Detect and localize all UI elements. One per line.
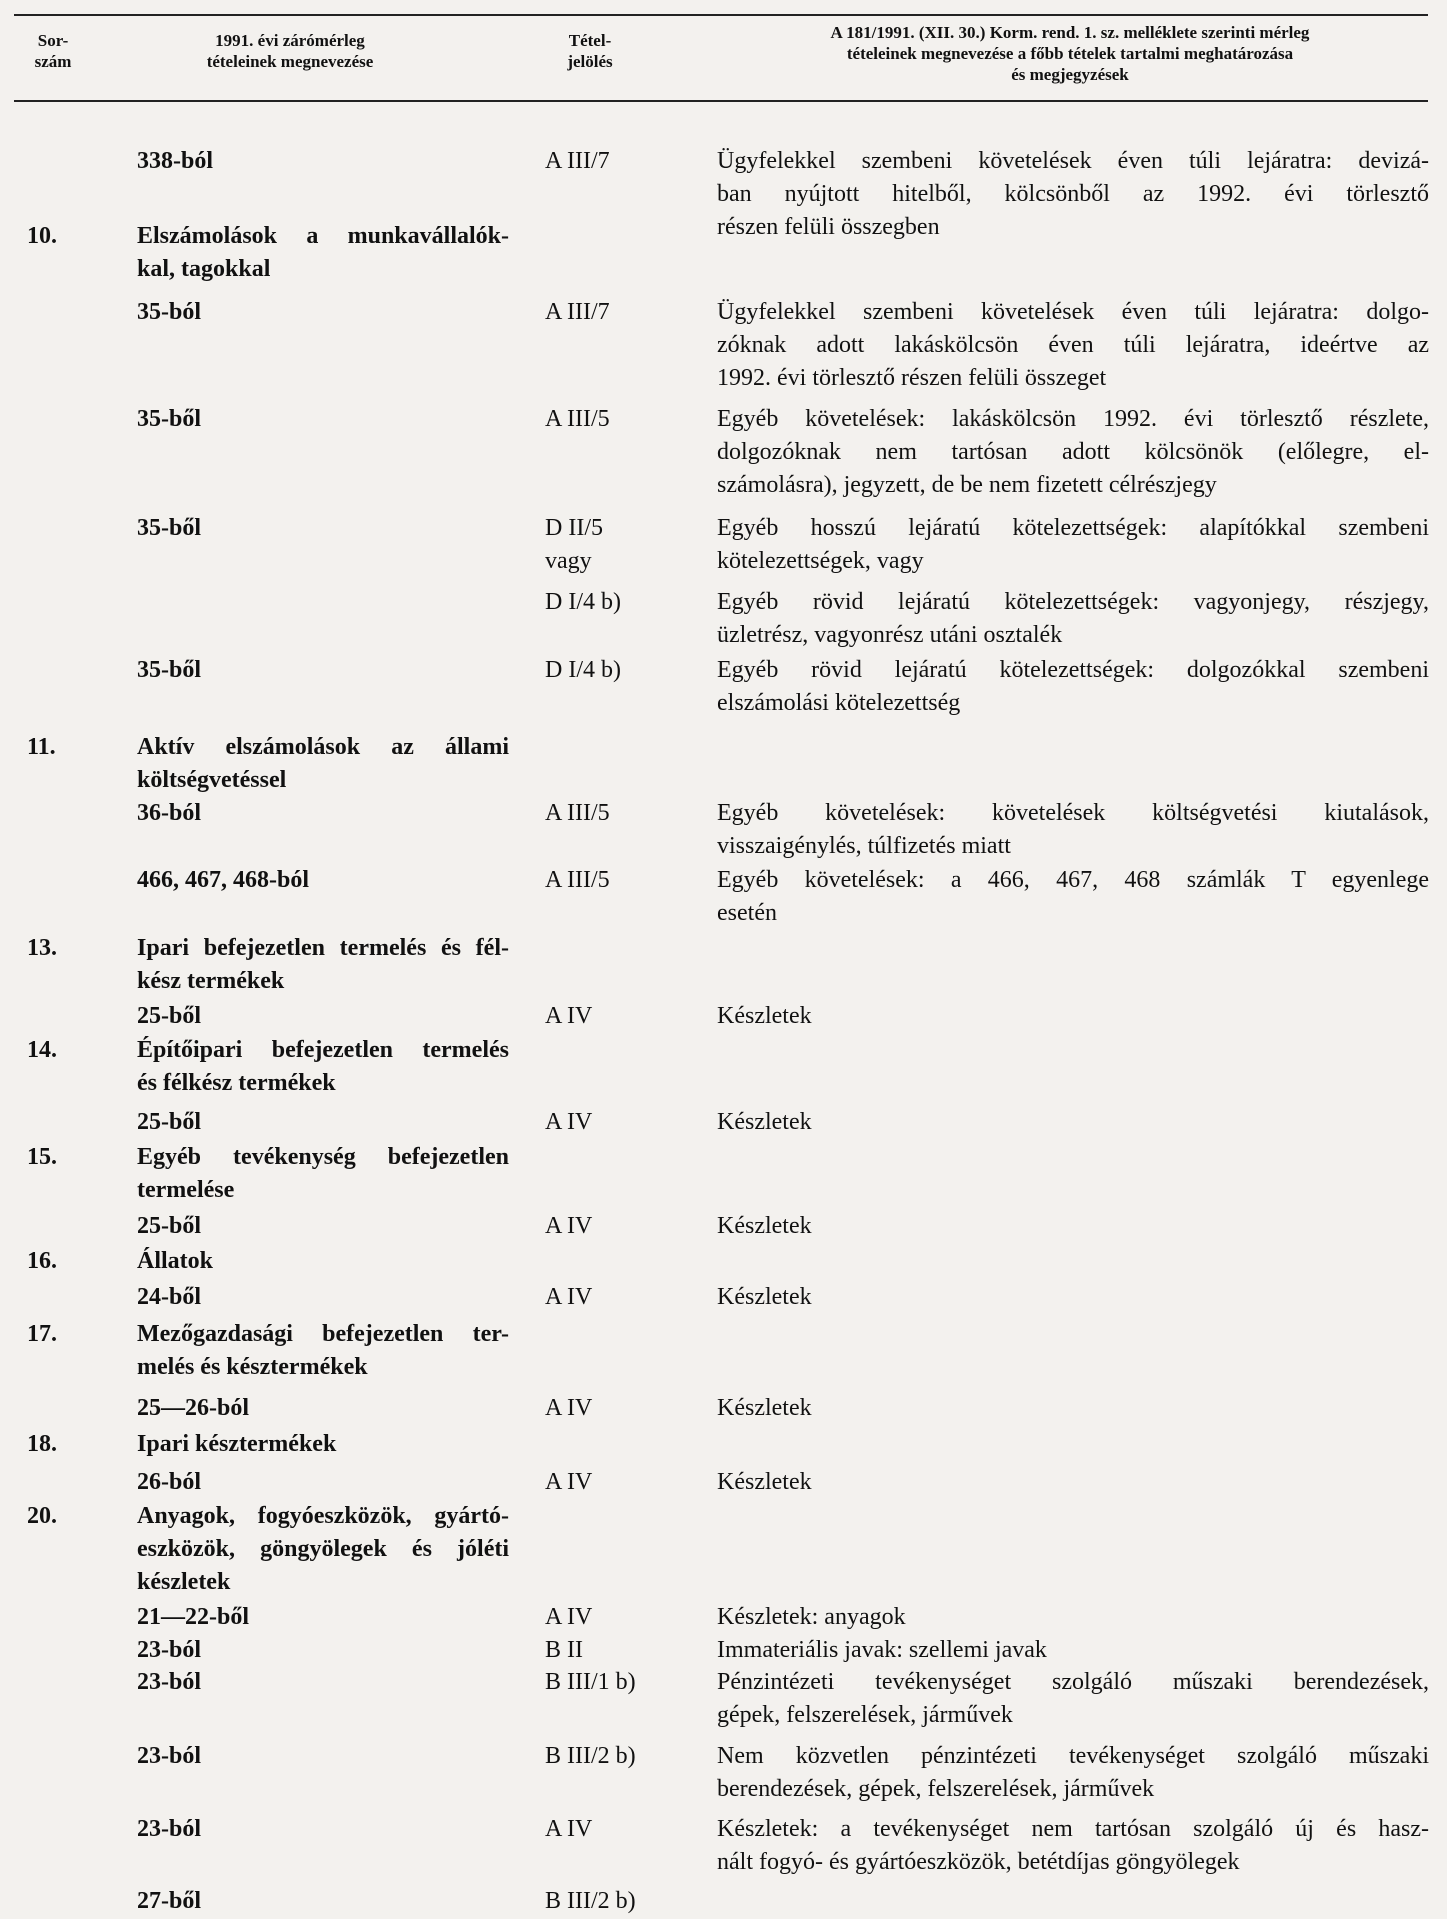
name-line: termelése bbox=[137, 1177, 235, 1203]
name-line: költségvetéssel bbox=[137, 767, 287, 793]
header-name-line2: tételeinek megnevezése bbox=[206, 52, 374, 71]
item-title bbox=[137, 731, 509, 797]
header-desc-line3: és megjegyzések bbox=[1011, 65, 1129, 84]
description-line: Egyéb rövid lejáratú kötelezettségek: dolgozókkal szembeni bbox=[717, 657, 1429, 683]
header-col-name bbox=[150, 30, 430, 72]
name-line: 36-ból bbox=[137, 800, 202, 826]
code-line: A III/7 bbox=[545, 299, 610, 325]
item-account-ref bbox=[137, 654, 509, 687]
item-code bbox=[545, 296, 715, 329]
item-description bbox=[717, 586, 1429, 652]
description-line: nált fogyó- és gyártóeszközök, betétdíjas göngyölegek bbox=[717, 1849, 1240, 1875]
item-account-ref bbox=[137, 1392, 509, 1425]
row-number: 17. bbox=[27, 1321, 57, 1347]
name-line: 35-ból bbox=[137, 299, 202, 325]
row-number: 11. bbox=[27, 734, 56, 760]
name-line: 27-ből bbox=[137, 1888, 202, 1914]
code-line: A III/5 bbox=[545, 800, 610, 826]
name-line: eszközök, göngyölegek és jóléti bbox=[137, 1536, 509, 1562]
header-desc-line1: A 181/1991. (XII. 30.) Korm. rend. 1. sz. melléklete szerinti mérleg bbox=[830, 23, 1310, 42]
description-line: zóknak adott lakáskölcsön éven túli lejáratra, ideértve az bbox=[717, 332, 1429, 358]
item-description bbox=[717, 1666, 1429, 1732]
row-number: 10. bbox=[27, 223, 57, 249]
header-name-line1: 1991. évi zárómérleg bbox=[215, 31, 365, 50]
row-number: 14. bbox=[27, 1037, 57, 1063]
item-description bbox=[717, 1392, 1429, 1425]
item-code bbox=[545, 1281, 715, 1314]
code-line: A IV bbox=[545, 1395, 593, 1421]
row-number: 15. bbox=[27, 1144, 57, 1170]
item-code bbox=[545, 654, 715, 687]
code-line: vagy bbox=[545, 548, 592, 574]
code-line: B II bbox=[545, 1637, 583, 1663]
item-title bbox=[137, 932, 509, 998]
description-line: Készletek: a tevékenységet nem tartósan szolgáló új és hasz- bbox=[717, 1816, 1429, 1842]
item-account-ref bbox=[137, 403, 509, 436]
description-line: ban nyújtott hitelből, kölcsönből az 1992. évi törlesztő bbox=[717, 181, 1429, 207]
item-code bbox=[545, 1813, 715, 1846]
item-account-ref bbox=[137, 1813, 509, 1846]
name-line: 24-ből bbox=[137, 1284, 202, 1310]
description-line: Készletek bbox=[717, 1003, 812, 1029]
item-code bbox=[545, 864, 715, 897]
item-account-ref bbox=[137, 145, 509, 178]
name-line: 23-ból bbox=[137, 1743, 202, 1769]
header-col-desc bbox=[740, 22, 1400, 85]
description-line: Egyéb követelések: lakáskölcsön 1992. évi törlesztő részlete, bbox=[717, 406, 1429, 432]
description-line: visszaigénylés, túlfizetés miatt bbox=[717, 833, 1011, 859]
description-line: Készletek bbox=[717, 1469, 812, 1495]
item-account-ref bbox=[137, 797, 509, 830]
code-line: A IV bbox=[545, 1284, 593, 1310]
code-line: A IV bbox=[545, 1003, 593, 1029]
top-rule bbox=[14, 14, 1428, 16]
name-line: 25—26-ból bbox=[137, 1395, 250, 1421]
item-code bbox=[545, 512, 715, 578]
description-line: számolásra), jegyzett, de be nem fizetett célrészjegy bbox=[717, 472, 1217, 498]
name-line: Ipari késztermékek bbox=[137, 1431, 337, 1457]
name-line: 35-ből bbox=[137, 406, 202, 432]
code-line: B III/2 b) bbox=[545, 1743, 636, 1769]
item-description bbox=[717, 1210, 1429, 1243]
description-line: Ügyfelekkel szembeni követelések éven túli lejáratra: dolgo- bbox=[717, 299, 1429, 325]
header-rule bbox=[14, 100, 1428, 102]
description-line: üzletrész, vagyonrész utáni osztalék bbox=[717, 622, 1063, 648]
item-description bbox=[717, 1106, 1429, 1139]
name-line: Állatok bbox=[137, 1248, 214, 1274]
name-line: kal, tagokkal bbox=[137, 256, 271, 282]
item-code bbox=[545, 1392, 715, 1425]
description-line: elszámolási kötelezettség bbox=[717, 690, 961, 716]
item-account-ref bbox=[137, 512, 509, 545]
name-line: 23-ból bbox=[137, 1816, 202, 1842]
item-code bbox=[545, 403, 715, 436]
item-description bbox=[717, 1740, 1429, 1806]
header-col-code bbox=[535, 30, 645, 72]
name-line: Anyagok, fogyóeszközök, gyártó- bbox=[137, 1503, 509, 1529]
name-line: Aktív elszámolások az állami bbox=[137, 734, 509, 760]
item-description bbox=[717, 1601, 1429, 1634]
description-line: Készletek bbox=[717, 1213, 812, 1239]
name-line: 26-ból bbox=[137, 1469, 202, 1495]
description-line: Egyéb rövid lejáratú kötelezettségek: vagyonjegy, részjegy, bbox=[717, 589, 1429, 615]
row-number: 20. bbox=[27, 1503, 57, 1529]
name-line: Ipari befejezetlen termelés és fél- bbox=[137, 935, 509, 961]
item-account-ref bbox=[137, 1601, 509, 1634]
item-description bbox=[717, 1281, 1429, 1314]
item-account-ref bbox=[137, 1106, 509, 1139]
item-account-ref bbox=[137, 864, 509, 897]
description-line: Készletek bbox=[717, 1395, 812, 1421]
item-description bbox=[717, 1466, 1429, 1499]
item-account-ref bbox=[137, 1000, 509, 1033]
header-num-line1: Sor- bbox=[37, 31, 69, 50]
name-line: 35-ből bbox=[137, 515, 202, 541]
description-line: gépek, felszerelések, járművek bbox=[717, 1702, 1013, 1728]
item-code bbox=[545, 1000, 715, 1033]
name-line: 466, 467, 468-ból bbox=[137, 867, 310, 893]
item-code bbox=[545, 1106, 715, 1139]
item-description bbox=[717, 296, 1429, 395]
item-description bbox=[717, 1813, 1429, 1879]
code-line: A IV bbox=[545, 1109, 593, 1135]
code-line: A IV bbox=[545, 1816, 593, 1842]
name-line: Egyéb tevékenység befejezetlen bbox=[137, 1144, 509, 1170]
description-line: esetén bbox=[717, 900, 777, 926]
description-line: Egyéb hosszú lejáratú kötelezettségek: alapítókkal szembeni bbox=[717, 515, 1429, 541]
item-code bbox=[545, 1740, 715, 1773]
item-account-ref bbox=[137, 1885, 509, 1918]
name-line: Építőipari befejezetlen termelés bbox=[137, 1037, 509, 1063]
name-line: 25-ből bbox=[137, 1109, 202, 1135]
item-title bbox=[137, 1500, 509, 1599]
code-line: A IV bbox=[545, 1604, 593, 1630]
code-line: A III/5 bbox=[545, 406, 610, 432]
item-title bbox=[137, 220, 509, 286]
name-line: 23-ból bbox=[137, 1669, 202, 1695]
item-description bbox=[717, 1000, 1429, 1033]
item-title bbox=[137, 1428, 509, 1461]
item-code bbox=[545, 797, 715, 830]
description-line: berendezések, gépek, felszerelések, járművek bbox=[717, 1776, 1155, 1802]
item-code bbox=[545, 1466, 715, 1499]
name-line: 21—22-ből bbox=[137, 1604, 250, 1630]
item-title bbox=[137, 1318, 509, 1384]
name-line: 35-ből bbox=[137, 657, 202, 683]
name-line: 25-ből bbox=[137, 1003, 202, 1029]
item-code bbox=[545, 145, 715, 178]
header-num-line2: szám bbox=[34, 52, 72, 71]
item-title bbox=[137, 1245, 509, 1278]
code-line: A IV bbox=[545, 1213, 593, 1239]
description-line: Ügyfelekkel szembeni követelések éven túli lejáratra: devizá- bbox=[717, 148, 1429, 174]
item-account-ref bbox=[137, 1210, 509, 1243]
description-line: részen felüli összegben bbox=[717, 214, 940, 240]
description-line: Készletek bbox=[717, 1284, 812, 1310]
name-line: készletek bbox=[137, 1569, 231, 1595]
item-description bbox=[717, 403, 1429, 502]
code-line: A III/5 bbox=[545, 867, 610, 893]
name-line: 25-ből bbox=[137, 1213, 202, 1239]
item-description bbox=[717, 1634, 1429, 1667]
item-title bbox=[137, 1034, 509, 1100]
code-line: D I/4 b) bbox=[545, 589, 621, 615]
code-line: A IV bbox=[545, 1469, 593, 1495]
item-account-ref bbox=[137, 1634, 509, 1667]
description-line: Nem közvetlen pénzintézeti tevékenységet szolgáló műszaki bbox=[717, 1743, 1429, 1769]
name-line: és félkész termékek bbox=[137, 1070, 336, 1096]
name-line: 338-ból bbox=[137, 148, 214, 174]
item-description bbox=[717, 864, 1429, 930]
name-line: Elszámolások a munkavállalók- bbox=[137, 223, 509, 249]
item-code bbox=[545, 586, 715, 619]
description-line: Immateriális javak: szellemi javak bbox=[717, 1637, 1047, 1663]
item-description bbox=[717, 797, 1429, 863]
item-account-ref bbox=[137, 1281, 509, 1314]
item-title bbox=[137, 1141, 509, 1207]
name-line: Mezőgazdasági befejezetlen ter- bbox=[137, 1321, 509, 1347]
header-code-line1: Tétel- bbox=[568, 31, 612, 50]
description-line: kötelezettségek, vagy bbox=[717, 548, 924, 574]
item-account-ref bbox=[137, 1740, 509, 1773]
item-code bbox=[545, 1601, 715, 1634]
description-line: Készletek bbox=[717, 1109, 812, 1135]
description-line: Egyéb követelések: a 466, 467, 468 számlák T egyenlege bbox=[717, 867, 1429, 893]
description-line: dolgozóknak nem tartósan adott kölcsönök (előlegre, el- bbox=[717, 439, 1429, 465]
item-description bbox=[717, 512, 1429, 578]
code-line: D I/4 b) bbox=[545, 657, 621, 683]
row-number: 16. bbox=[27, 1248, 57, 1274]
item-code bbox=[545, 1885, 715, 1918]
item-code bbox=[545, 1634, 715, 1667]
code-line: D II/5 bbox=[545, 515, 603, 541]
item-account-ref bbox=[137, 1666, 509, 1699]
code-line: A III/7 bbox=[545, 148, 610, 174]
name-line: melés és késztermékek bbox=[137, 1354, 368, 1380]
item-account-ref bbox=[137, 296, 509, 329]
item-description bbox=[717, 145, 1429, 244]
description-line: Pénzintézeti tevékenységet szolgáló műszaki berendezések, bbox=[717, 1669, 1429, 1695]
item-code bbox=[545, 1210, 715, 1243]
name-line: 23-ból bbox=[137, 1637, 202, 1663]
description-line: Egyéb követelések: követelések költségvetési kiutalások, bbox=[717, 800, 1429, 826]
description-line: Készletek: anyagok bbox=[717, 1604, 906, 1630]
item-description bbox=[717, 654, 1429, 720]
row-number: 18. bbox=[27, 1431, 57, 1457]
description-line: 1992. évi törlesztő részen felüli összeget bbox=[717, 365, 1107, 391]
item-code bbox=[545, 1666, 715, 1699]
name-line: kész termékek bbox=[137, 968, 285, 994]
row-number: 13. bbox=[27, 935, 57, 961]
header-col-num bbox=[18, 30, 88, 72]
item-account-ref bbox=[137, 1466, 509, 1499]
header-code-line2: jelölés bbox=[567, 52, 613, 71]
code-line: B III/2 b) bbox=[545, 1888, 636, 1914]
header-desc-line2: tételeinek megnevezése a főbb tételek tartalmi meghatározása bbox=[846, 44, 1294, 63]
code-line: B III/1 b) bbox=[545, 1669, 636, 1695]
